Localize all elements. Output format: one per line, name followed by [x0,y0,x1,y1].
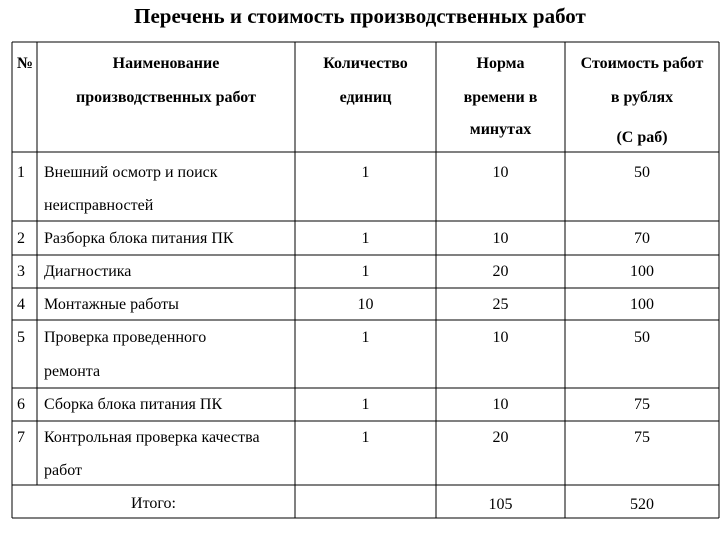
row-3-norm: 20 [492,263,509,280]
row-2-cost: 70 [634,230,650,247]
row-4-name: Монтажные работы [44,296,179,313]
header-norm-line1: Норма [476,55,525,72]
row-1-qty: 1 [361,164,370,181]
row-7-name-line2: работ [44,462,83,479]
row-7-num: 7 [17,429,25,446]
row-6-name: Сборка блока питания ПК [44,396,223,413]
row-3-num: 3 [17,263,25,280]
row-3-name: Диагностика [44,263,132,280]
row-2-norm: 10 [492,230,509,247]
row-5-qty: 1 [361,329,370,346]
row-2-num: 2 [17,230,25,247]
row-6-qty: 1 [361,396,370,413]
row-4-cost: 100 [630,296,654,313]
row-1-num: 1 [17,164,25,181]
row-1-cost: 50 [634,164,650,181]
header-cost-line3: (С раб) [616,129,668,146]
row-7-norm: 20 [492,429,509,446]
row-1-norm: 10 [492,164,509,181]
total-label: Итого: [131,495,176,512]
row-6-cost: 75 [634,396,650,413]
header-num: № [17,55,34,72]
row-7-cost: 75 [634,429,650,446]
row-3-cost: 100 [630,263,654,280]
row-2-name: Разборка блока питания ПК [44,230,234,247]
total-norm: 105 [488,496,513,513]
total-cost: 520 [630,496,654,513]
row-5-name-line1: Проверка проведенного [44,329,207,346]
row-5-cost: 50 [634,329,650,346]
row-6-num: 6 [17,396,25,413]
header-qty-line2: единиц [339,89,392,106]
row-4-qty: 10 [357,296,374,313]
row-3-qty: 1 [361,263,370,280]
header-name-line2: производственных работ [76,89,256,106]
header-qty-line1: Количество [323,55,408,72]
row-2-qty: 1 [361,230,370,247]
row-4-num: 4 [17,296,25,313]
row-7-name-line1: Контрольная проверка качества [44,429,260,446]
header-cost-line2: в рублях [610,89,674,106]
header-norm-line2: времени в [463,89,538,106]
row-4-norm: 25 [492,296,509,313]
header-name-line1: Наименование [112,55,220,72]
header-norm-line3: минутах [469,121,532,138]
row-6-norm: 10 [492,396,509,413]
row-5-norm: 10 [492,329,509,346]
row-5-name-line2: ремонта [44,363,101,380]
row-7-qty: 1 [361,429,370,446]
page-title: Перечень и стоимость производственных работ [134,4,586,28]
row-1-name-line2: неисправностей [44,197,154,214]
header-cost-line1: Стоимость работ [580,55,704,72]
row-5-num: 5 [17,329,25,346]
row-1-name-line1: Внешний осмотр и поиск [44,164,218,181]
